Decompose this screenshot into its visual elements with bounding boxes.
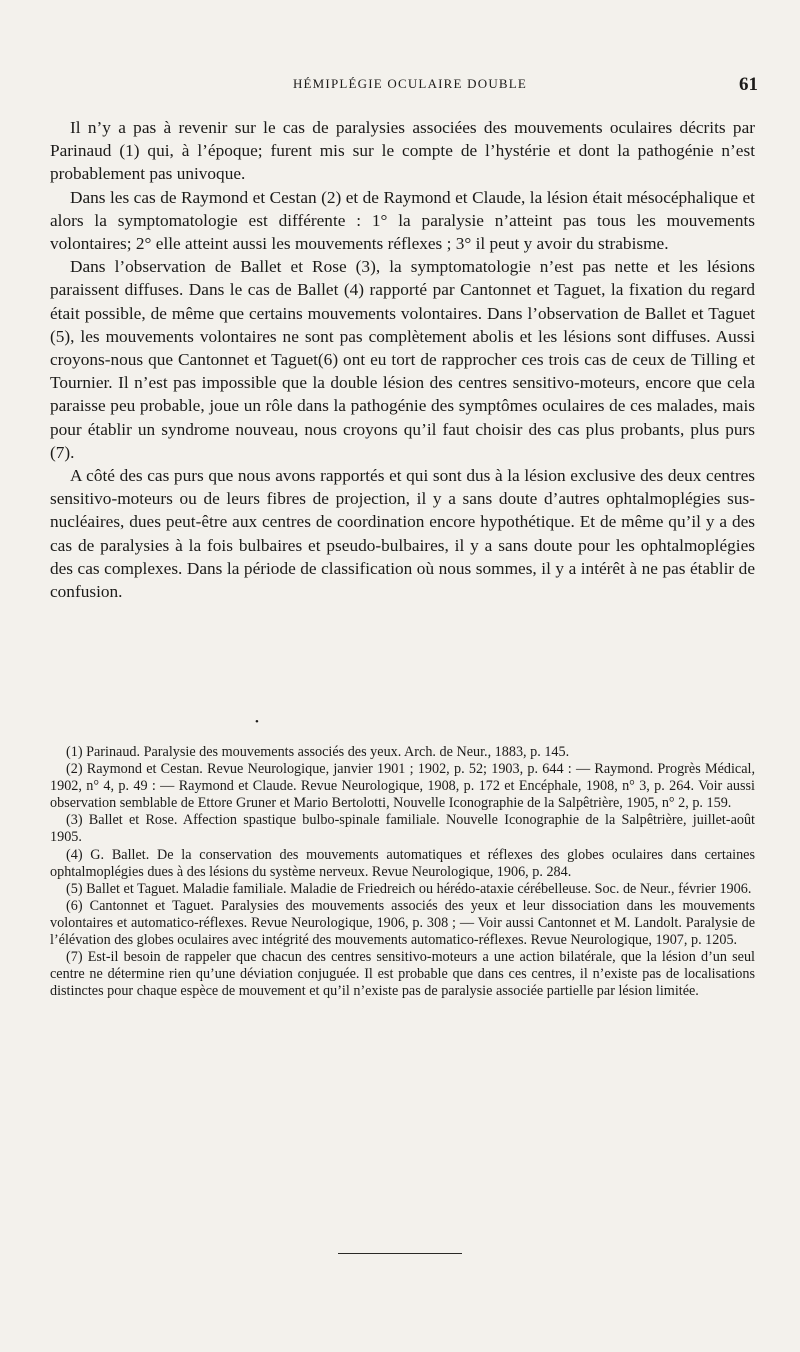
running-head: [50, 74, 770, 98]
footnote: (7) Est-il besoin de rappeler que chacun des centres sensitivo-moteurs a une action bilatérale, que la lésion d’un seul centre ne détermine rien qu’une déviation conjuguée. Il est probable que dans ces centres, il n’existe pas de localisations distinctes pour chaque espèce de mouvement et qu’il n’existe pas de paralysie associée partielle par lésion limitée.: [50, 949, 755, 1000]
paragraph: Il n’y a pas à revenir sur le cas de paralysies associées des mouvements oculaires décrits par Parinaud (1) qui, à l’époque; furent mis sur le compte de l’hystérie et dont la pathogénie n’est probablement pas univoque.: [50, 118, 755, 184]
end-rule: [338, 1253, 462, 1254]
footnote: (4) G. Ballet. De la conservation des mouvements automatiques et réflexes des globes oculaires dans certaines ophtalmoplégies dues à des lésions du système nerveux. Revue Neurologique, 1906, p. 284.: [50, 846, 755, 880]
paragraph: Dans l’observation de Ballet et Rose (3), la symptomatologie n’est pas nette et les lésions paraissent diffuses. Dans le cas de Ballet (4) rapporté par Cantonnet et Taguet, la fixation du regard était possible, de même que certains mouvements volontaires. Dans l’observation de Ballet et Taguet (5), les mouvements volontaires ne sont pas complètement abolis et les lésions sont diffuses. Aussi croyons-nous que Cantonnet et Taguet(6) ont eu tort de rapprocher ces trois cas de ceux de Tilling et Tournier. Il n’est pas impossible que la double lésion des centres sensitivo-moteurs, encore que cela paraisse peu probable, joue un rôle dans la pathogénie des symptômes oculaires de ces malades, mais pour établir un syndrome nouveau, nous croyons qu’il faut choisir des cas plus probants, plus purs (7).: [50, 257, 755, 462]
paragraph: Dans les cas de Raymond et Cestan (2) et de Raymond et Claude, la lésion était mésocéphalique et alors la symptomatologie est différente : 1° la paralysie n’atteint pas tous les mouvements volontaires; 2° elle atteint aussi les mouvements réflexes ; 3° il peut y avoir du strabisme.: [50, 187, 755, 254]
footnote: (5) Ballet et Taguet. Maladie familiale. Maladie de Friedreich ou hérédo-ataxie cérébelleuse. Soc. de Neur., février 1906.: [66, 880, 752, 897]
body-text: [50, 116, 755, 603]
separator-dot: •: [255, 716, 259, 728]
footnote: (2) Raymond et Cestan. Revue Neurologique, janvier 1901 ; 1902, p. 52; 1903, p. 644 : — Raymond. Progrès Médical, 1902, n° 4, p. 49 : — Raymond et Claude. Revue Neurologique, 1908, p. 172 et Encéphale, 1908, n° 3, p. 264. Voir aussi observation semblable de Ettore Gruner et Mario Bertolotti, Nouvelle Iconographie de la Salpêtrière, 1905, n° 2, p. 159.: [50, 761, 755, 812]
paragraph: A côté des cas purs que nous avons rapportés et qui sont dus à la lésion exclusive des deux centres sensitivo-moteurs ou de leurs fibres de projection, il y a sans doute d’autres ophtalmoplégies sus-nucléaires, dues peut-être aux centres de coordination encore hypothétique. Et de même qu’il y a des cas de paralysies à la fois bulbaires et pseudo-bulbaires, il y a sans doute pour les ophtalmoplégies des cas complexes. Dans la période de classification où nous sommes, il y a intérêt à ne pas établir de confusion.: [50, 466, 755, 602]
footnote: (3) Ballet et Rose. Affection spastique bulbo-spinale familiale. Nouvelle Iconographie de la Salpêtrière, juillet-août 1905.: [50, 812, 755, 846]
page-number: 61: [739, 74, 758, 95]
footnotes: [50, 744, 755, 1000]
footnote: (1) Parinaud. Paralysie des mouvements associés des yeux. Arch. de Neur., 1883, p. 145.: [66, 744, 570, 760]
running-title: HÉMIPLÉGIE OCULAIRE DOUBLE: [292, 76, 528, 91]
footnote: (6) Cantonnet et Taguet. Paralysies des mouvements associés des yeux et leur dissociation dans les mouvements volontaires et automatico-réflexes. Revue Neurologique, 1906, p. 308 ; — Voir aussi Cantonnet et M. Landolt. Paralysie de l’élévation des globes oculaires avec intégrité des mouvements automatico-réflexes. Revue Neurologique, 1907, p. 1205.: [50, 897, 755, 949]
